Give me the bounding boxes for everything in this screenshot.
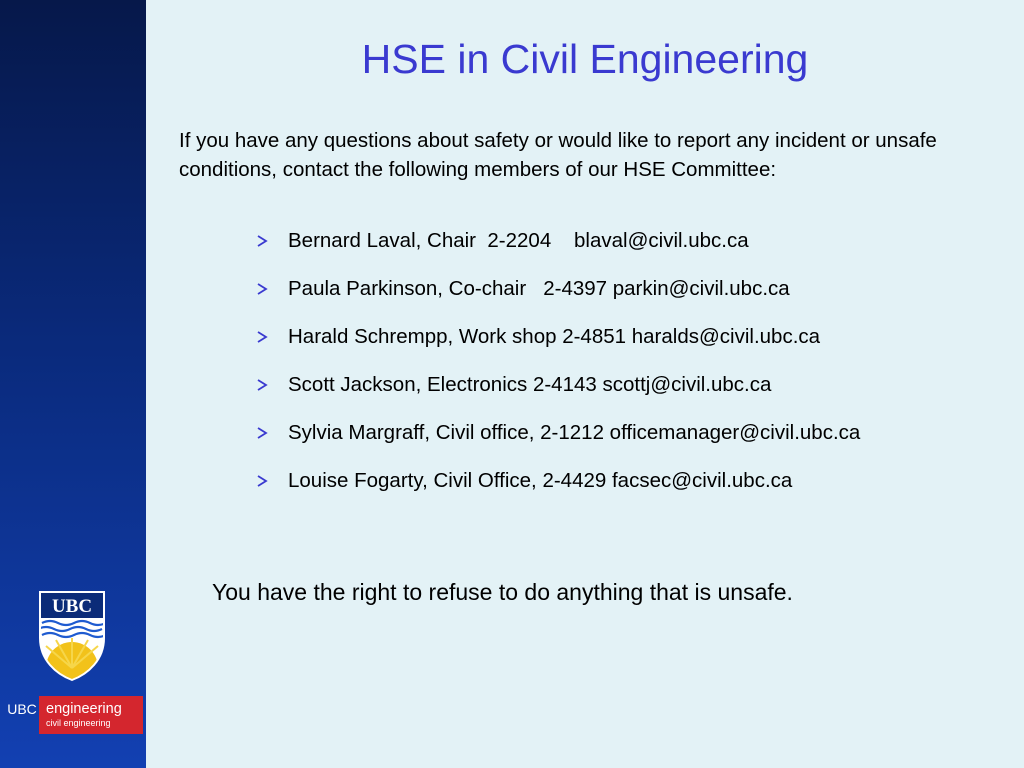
ubc-engineering-badge <box>6 696 143 734</box>
contact-entry: Scott Jackson, Electronics 2-4143 scottj@civil.ubc.ca <box>288 373 772 396</box>
list-item <box>256 321 821 369</box>
ubc-crest-logo <box>38 590 106 682</box>
contact-entry: Bernard Laval, Chair 2-2204 blaval@civil.ubc.ca <box>288 229 749 252</box>
arrowhead-bullet-icon <box>256 426 268 440</box>
badge-engineering-text: engineering <box>46 701 122 717</box>
contact-entry: Sylvia Margraff, Civil office, 2-1212 officemanager@civil.ubc.ca <box>288 421 861 444</box>
arrowhead-bullet-icon <box>256 234 268 248</box>
contact-entry: Harald Schrempp, Work shop 2-4851 haralds@civil.ubc.ca <box>288 325 821 348</box>
crest-text: UBC <box>51 596 93 617</box>
list-item <box>256 465 793 513</box>
contact-list <box>256 225 861 513</box>
intro-paragraph: If you have any questions about safety or would like to report any incident or unsafe conditions, contact the following members of our HSE Committee: <box>179 129 937 181</box>
arrowhead-bullet-icon <box>256 282 268 296</box>
badge-ubc-text: UBC <box>7 701 37 717</box>
list-item <box>256 273 790 321</box>
badge-subtitle-text: civil engineering <box>46 718 111 728</box>
slide-title: HSE in Civil Engineering <box>361 36 809 82</box>
list-item <box>256 369 772 417</box>
arrowhead-bullet-icon <box>256 330 268 344</box>
list-item <box>256 417 861 465</box>
contact-entry: Paula Parkinson, Co-chair 2-4397 parkin@civil.ubc.ca <box>288 277 790 300</box>
contact-entry: Louise Fogarty, Civil Office, 2-4429 facsec@civil.ubc.ca <box>288 469 793 492</box>
closing-statement: You have the right to refuse to do anything that is unsafe. <box>212 579 793 605</box>
arrowhead-bullet-icon <box>256 474 268 488</box>
list-item <box>256 225 749 273</box>
arrowhead-bullet-icon <box>256 378 268 392</box>
